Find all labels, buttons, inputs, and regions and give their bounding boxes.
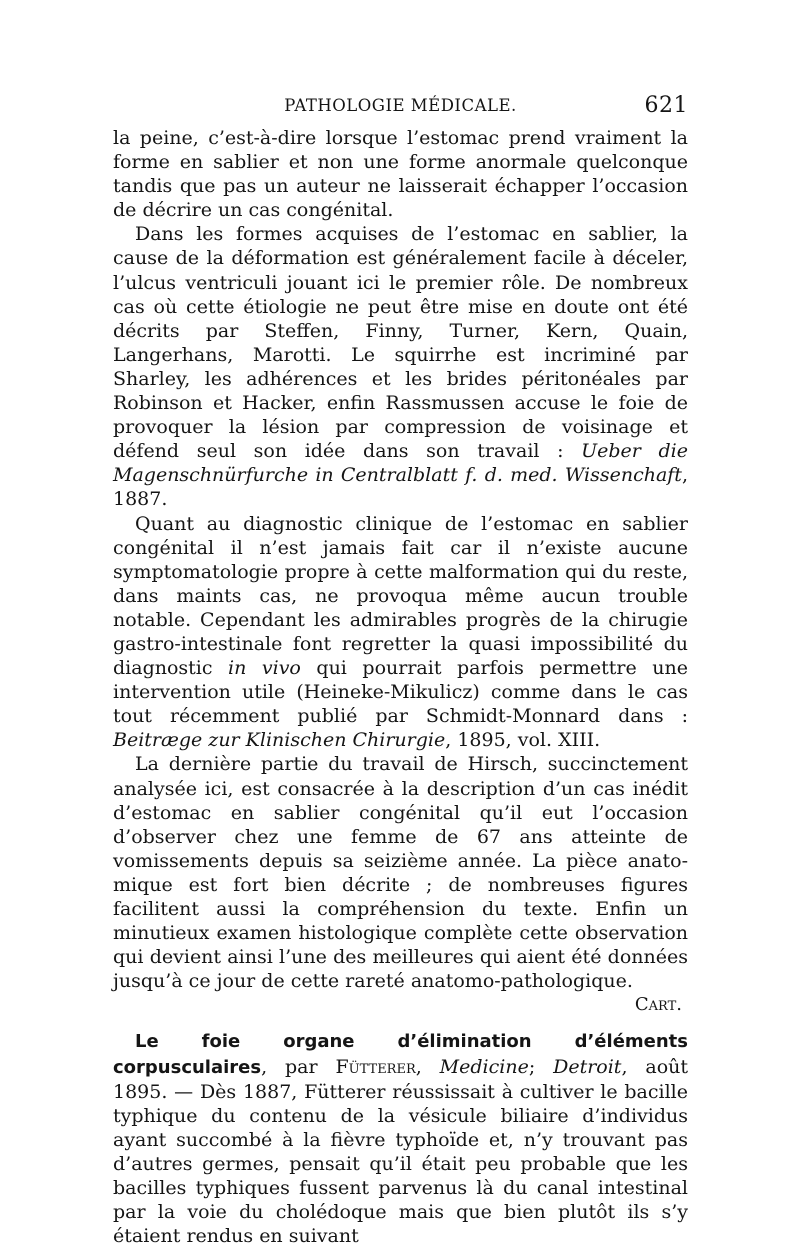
article-place: Detroit xyxy=(553,1055,622,1078)
article-sep: , xyxy=(415,1055,440,1078)
article-text: Dès 1887, Fütterer réussissait à cultiver le bacille typhique du contenu de la vésicule biliaire d’individus ayant succombé à la fièvre typhoïde et, n’y trouvant pas d’autres germes, pensait qu’il était peu probable que les bacilles typhiques fussent parvenus là du canal intestinal par la voie du cholédoque mais que bien plutôt ils s’y étaient rendus en suivant xyxy=(113,1080,688,1248)
article-sep: ; xyxy=(528,1055,554,1078)
paragraph-diagnosis xyxy=(113,512,688,753)
paragraph-text: Dans les formes acquises de l’estomac en sablier, la cause de la déformation est généralement facile à déceler, l’ulcus ventriculi jouant ici le premier rôle. De nombreux cas où cette étiologie ne peut être mise en doute ont été décrits par Steffen, Finny, Turner, Kern, Quain, Langerhans, Marotti. Le squirrhe est incriminé par Sharley, les adhérences et les brides péritonéales par Robinson et Hacker, enfin Rassmussen accuse le foie de provoquer la lésion par compression de voisinage et défend seul son idée dans son travail : xyxy=(113,223,688,463)
paragraph-hirsch-case: La dernière partie du travail de Hirsch, succinctement analysée ici, est consacrée à la description d’un cas inédit d’estomac en sablier congénital qu’il eut l’occasion d’observer chez une femme de 67 ans atteinte de vomissements depuis sa seizième année. La pièce anatomique est fort bien décrite ; de nombreuses figures facilitent aussi la compréhension du texte. Enfin un minutieux examen histologique complète cette observation qui devient ainsi l’une des meilleures qui aient été données jusqu’à ce jour de cette rareté anatomo-pathologique. xyxy=(113,753,688,993)
paragraph-continuation: la peine, c’est-à-dire lorsque l’estomac prend vraiment la forme en sablier et non une forme anormale quelconque tandis que pas un auteur ne laisserait échapper l’occasion de décrire un cas congénital. xyxy=(113,127,688,222)
author-signature: Cart. xyxy=(634,994,682,1016)
article-by: , par xyxy=(261,1055,336,1078)
article-fuetterer xyxy=(113,1029,688,1248)
article-journal: Medicine xyxy=(439,1055,529,1078)
article-title: Le foie organe d’élimination d’éléments corpusculaires xyxy=(113,1031,688,1078)
cited-work-title: Ueber die Magenschnürfurche in Centralblatt f. d. med. Wissenchaft xyxy=(113,440,688,487)
paragraph-text: qui pourrait parfois permettre une intervention utile (Heineke-Mikulicz) comme dans le cas tout récemment publié par Schmidt-Monnard dans : xyxy=(113,657,688,728)
running-title: PATHOLOGIE MÉDICALE. xyxy=(284,96,517,115)
page-number: 621 xyxy=(644,93,688,118)
paragraph-acquired-forms xyxy=(113,222,688,511)
running-header xyxy=(113,93,688,126)
latin-term: in vivo xyxy=(228,657,301,680)
article-author: Fütterer xyxy=(335,1055,416,1078)
citation-volume: , 1895, vol. XIII. xyxy=(445,729,601,752)
paragraph-text: Quant au diagnostic clinique de l’estomac en sablier congénital il n’est jamais fait car il n’existe aucune symptomatologie propre à cette malformation qui du reste, dans maints cas, ne provoqua même aucun trouble notable. Cependant les admirables progrès de la chirugie gastro-intestinale font regretter la quasi impossibilité du diagnostic xyxy=(113,512,688,680)
cited-journal: Beitræge zur Klinischen Chirurgie xyxy=(113,729,446,752)
article-date: , août 1895. — xyxy=(113,1055,688,1103)
citation-year: , 1887. xyxy=(113,464,688,511)
body-text xyxy=(113,126,688,1248)
